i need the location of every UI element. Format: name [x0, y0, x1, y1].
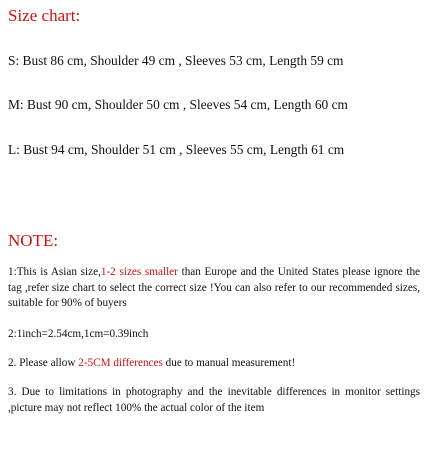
- size-row-l: L: Bust 94 cm, Shoulder 51 cm , Sleeves 55 cm, Length 61 cm: [8, 142, 345, 157]
- size-row-s: S: Bust 86 cm, Shoulder 49 cm , Sleeves 53 cm, Length 59 cm: [8, 53, 344, 68]
- note-measurement-highlight: 2-5CM differences: [78, 357, 163, 369]
- note-measurement-rest: due to manual measurement!: [162, 357, 296, 369]
- note-asian-size-rest: than Europe and the United States please ignore the tag ,refer size chart to select the correct size !You can also refer to our recommended sizes, suitable for 90% of buyers: [8, 266, 421, 309]
- note-asian-size: [8, 265, 420, 312]
- note-asian-size-highlight: 1-2 sizes smaller: [100, 266, 178, 278]
- note-unit-conversion: 2:1inch=2.54cm,1cm=0.39inch: [8, 328, 149, 340]
- note-measurement-difference: [8, 356, 420, 372]
- note-asian-size-lead: 1:This is Asian size,: [8, 266, 101, 278]
- size-chart-heading: Size chart:: [8, 6, 81, 25]
- note-heading: NOTE:: [8, 231, 59, 250]
- size-row-m: M: Bust 90 cm, Shoulder 50 cm , Sleeves 54 cm, Length 60 cm: [8, 97, 348, 112]
- note-measurement-lead: 2. Please allow: [8, 357, 79, 369]
- note-color-disclaimer: 3. Due to limitations in photography and the inevitable differences in monitor settings ,picture may not reflect 100% the actual color of the item: [8, 386, 420, 414]
